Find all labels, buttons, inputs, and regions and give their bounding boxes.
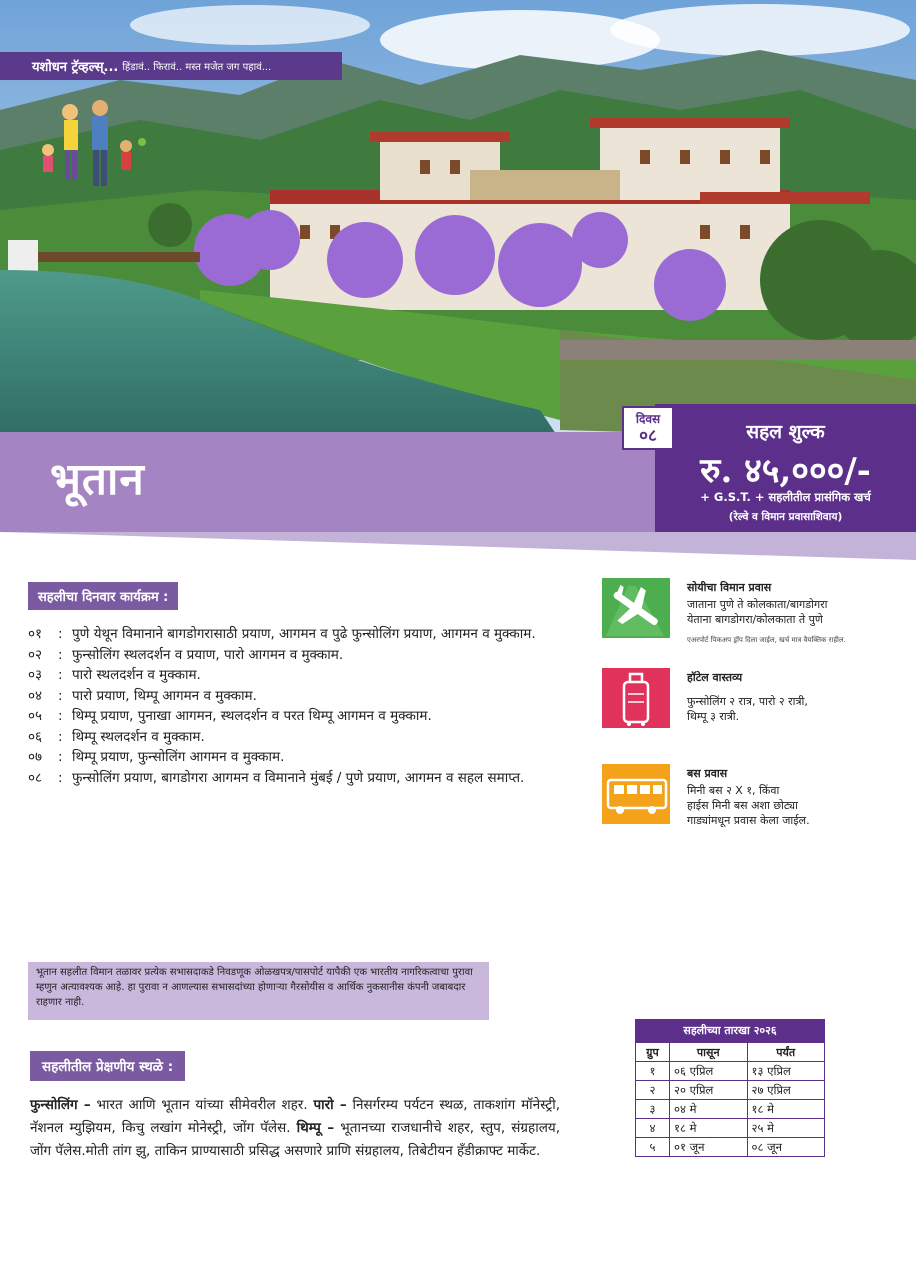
itinerary-separator: : <box>58 646 63 663</box>
bus-body <box>687 783 907 828</box>
flight-line-1: जाताना पुणे ते कोलकाता/बागडोगरा <box>687 598 828 611</box>
dates-cell-to: ०८ जून <box>747 1138 825 1157</box>
hotel-body <box>687 694 907 724</box>
dates-row <box>636 1062 825 1081</box>
id-proof-notice: भूतान सहलीत विमान तळावर प्रत्येक सभासदाकडे निवडणूक ओळखपत्र/पासपोर्ट यापैकी एक भारतीय नागरिकत्वाचा पुरावा म्हणुन अत्यावश्यक आहे. हा पुरावा न आणल्यास सभासदांच्या होणाऱ्या गैरसोयीस व आर्थिक नुकसानीस कंपनी जबाबदार राहणार नाही. <box>28 962 489 1020</box>
place-text-paro: निसर्गरम्य पर्यटन स्थळ, ताकशांग मॉनेस्ट्री, नॅशनल म्युझियम, किचु लखांग मोनेस्ट्री, जोंग पॅलेस. <box>30 1097 560 1136</box>
itinerary-row <box>28 686 568 707</box>
dates-cell-to: १८ मे <box>747 1100 825 1119</box>
dates-cell-from: ०६ एप्रिल <box>670 1062 748 1081</box>
itinerary-day-number: ०६ <box>28 728 43 745</box>
airplane-icon <box>602 578 670 638</box>
itinerary-day-number: ०१ <box>28 626 43 642</box>
tour-dates-table <box>635 1019 825 1157</box>
dates-cell-from: १८ मे <box>670 1119 748 1138</box>
place-name-paro: पारो – <box>313 1097 347 1113</box>
dates-cell-from: ०१ जून <box>670 1138 748 1157</box>
itinerary-separator: : <box>58 769 63 786</box>
itinerary-row <box>28 706 568 727</box>
dates-cell-group: ५ <box>636 1138 670 1157</box>
dates-cell-to: २७ एप्रिल <box>747 1081 825 1100</box>
price-extra: + G.S.T. + सहलीतील प्रासंगिक खर्च <box>700 490 871 504</box>
itinerary-day-text: थिम्पू स्थलदर्शन व मुक्काम. <box>72 728 205 745</box>
dates-cell-to: २५ मे <box>747 1119 825 1138</box>
itinerary-row <box>28 665 568 686</box>
itinerary-day-text: फुन्सोलिंग स्थलदर्शन व प्रयाण, पारो आगमन व मुक्काम. <box>72 646 344 663</box>
flight-title: सोयीचा विमान प्रवास <box>687 581 772 594</box>
service-bus <box>602 764 902 826</box>
itinerary-day-number: ०८ <box>28 769 43 786</box>
hotel-line-1: फुन्सोलिंग २ रात्र, पारो २ रात्री, <box>687 695 808 708</box>
bus-line-2: हाईस मिनी बस अशा छोट्या <box>687 799 798 812</box>
brand-bar <box>0 52 342 80</box>
days-label: दिवस <box>635 412 661 426</box>
dates-cell-to: १३ एप्रिल <box>747 1062 825 1081</box>
itinerary-row <box>28 747 568 768</box>
dates-header-to: पर्यंत <box>747 1043 825 1062</box>
itinerary-list <box>28 624 568 788</box>
hotel-title: हॉटेल वास्तव्य <box>687 671 743 684</box>
dates-cell-group: ४ <box>636 1119 670 1138</box>
itinerary-day-number: ०७ <box>28 749 43 765</box>
price-box <box>655 404 916 538</box>
dates-row <box>636 1100 825 1119</box>
itinerary-row <box>28 727 568 748</box>
itinerary-heading: सहलीचा दिनवार कार्यक्रम : <box>28 582 178 610</box>
place-text-thimphu: भूतानच्या राजधानीचे शहर, स्तुप, संग्रहालय, जोंग पॅलेस.मोती तांग झु, ताकिन प्राण्यासाठी प्रसिद्ध असणारे प्राणि संग्रहालय, तिबेटीयन हँडीक्राफ्ट मार्केट. <box>30 1120 560 1159</box>
price-value: रु. ४५,०००/- <box>700 451 871 491</box>
price-note: (रेल्वे व विमान प्रवासाशिवाय) <box>728 511 843 523</box>
dates-caption: सहलीच्या तारखा २०२६ <box>635 1019 825 1042</box>
service-hotel <box>602 668 902 730</box>
luggage-icon <box>602 668 670 728</box>
brand-tagline: हिंडावं.. फिरावं.. मस्त मजेत जग पहावं... <box>122 62 272 73</box>
dates-cell-from: २० एप्रिल <box>670 1081 748 1100</box>
itinerary-day-number: ०२ <box>28 646 43 663</box>
dates-cell-group: २ <box>636 1081 670 1100</box>
band-wedge <box>0 532 916 560</box>
itinerary-row <box>28 645 568 666</box>
places-heading: सहलीतील प्रेक्षणीय स्थळे : <box>30 1051 185 1081</box>
itinerary-separator: : <box>58 626 63 642</box>
itinerary-day-text: पारो प्रयाण, थिम्पू आगमन व मुक्काम. <box>72 687 257 704</box>
flight-note: एअरपोर्ट पिकअप ड्रॉप दिला जाईल, खर्च मात्र वैयक्तिक राहील. <box>687 636 846 644</box>
itinerary-separator: : <box>58 749 63 765</box>
bus-icon <box>602 764 670 824</box>
days-badge <box>622 406 674 450</box>
days-value: ०८ <box>639 426 657 446</box>
dates-header-row <box>636 1043 825 1062</box>
dates-row <box>636 1138 825 1157</box>
itinerary-separator: : <box>58 708 63 724</box>
itinerary-day-text: पारो स्थलदर्शन व मुक्काम. <box>72 667 201 683</box>
itinerary-row <box>28 624 568 645</box>
places-description <box>30 1094 560 1163</box>
itinerary-separator: : <box>58 728 63 745</box>
dates-row <box>636 1081 825 1100</box>
brand-name: यशोधन ट्रॅव्हल्स्... <box>32 60 119 75</box>
dates-header-group: ग्रुप <box>636 1043 670 1062</box>
place-name-thimphu: थिम्पू – <box>296 1120 335 1136</box>
bus-line-1: मिनी बस २ X १, किंवा <box>687 784 780 797</box>
bus-line-3: गाड्यांमधून प्रवास केला जाईल. <box>687 814 810 827</box>
dates-cell-group: ३ <box>636 1100 670 1119</box>
itinerary-day-number: ०४ <box>28 687 43 704</box>
itinerary-row <box>28 768 568 789</box>
hotel-line-2: थिम्पू ३ रात्री. <box>687 710 740 723</box>
itinerary-separator: : <box>58 667 63 683</box>
price-label: सहल शुल्क <box>746 421 825 443</box>
itinerary-day-number: ०३ <box>28 667 43 683</box>
bus-title: बस प्रवास <box>687 767 728 780</box>
flight-line-2: येताना बागडोगरा/कोलकाता ते पुणे <box>687 613 823 626</box>
dates-cell-group: १ <box>636 1062 670 1081</box>
service-flight <box>602 578 902 648</box>
itinerary-day-text: थिम्पू प्रयाण, फुन्सोलिंग आगमन व मुक्काम. <box>72 749 285 765</box>
itinerary-day-text: थिम्पू प्रयाण, पुनाखा आगमन, स्थलदर्शन व परत थिम्पू आगमन व मुक्काम. <box>72 708 432 724</box>
itinerary-day-text: पुणे येथून विमानाने बागडोगरासाठी प्रयाण, आगमन व पुढे फुन्सोलिंग प्रयाण, आगमन व मुक्काम. <box>72 626 536 642</box>
place-text-phuntsholing: भारत आणि भूतान यांच्या सीमेवरील शहर. <box>90 1097 314 1113</box>
flight-body <box>687 597 907 627</box>
place-name-phuntsholing: फुन्सोलिंग – <box>30 1097 91 1113</box>
itinerary-day-text: फुन्सोलिंग प्रयाण, बागडोगरा आगमन व विमानाने मुंबई / पुणे प्रयाण, आगमन व सहल समाप्त. <box>72 769 525 786</box>
itinerary-separator: : <box>58 687 63 704</box>
dates-row <box>636 1119 825 1138</box>
trip-title: भूतान <box>50 454 145 505</box>
dates-header-from: पासून <box>670 1043 748 1062</box>
dates-cell-from: ०४ मे <box>670 1100 748 1119</box>
itinerary-day-number: ०५ <box>28 708 43 724</box>
family-logo-icon <box>30 98 160 198</box>
